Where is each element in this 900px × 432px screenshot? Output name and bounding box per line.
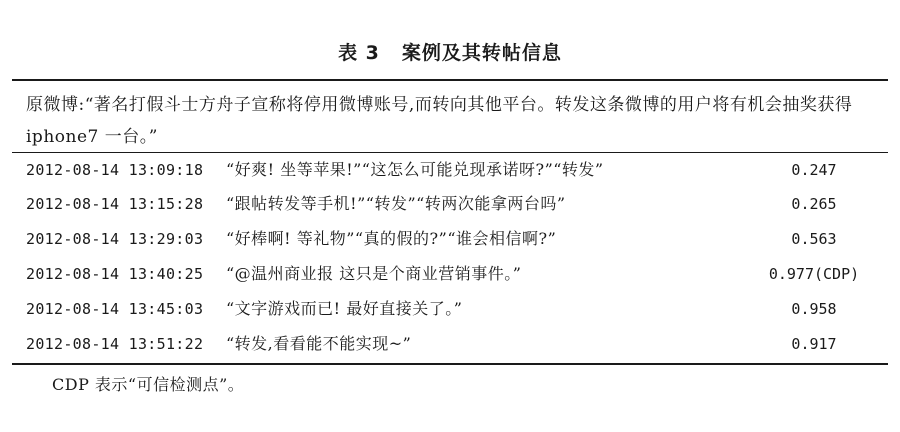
credibility-score: 0.265 [791,195,837,213]
credibility-score: 0.917 [791,335,837,353]
table-note: CDP 表示“可信检测点”。 [52,375,245,394]
table-title: 案例及其转帖信息 [401,42,562,64]
repost-content: “@温州商业报 这只是个商业营销事件。” [226,264,522,283]
table-row [0,222,900,256]
table-row [0,292,900,326]
post-time: 2012-08-14 13:09:18 [26,161,204,179]
repost-content: “文字游戏而已! 最好直接关了。” [226,299,463,318]
table-row [0,187,900,221]
table-row [0,327,900,361]
credibility-score: 0.563 [791,230,837,248]
bottom-rule [12,363,888,365]
repost-content: “好棒啊! 等礼物”“真的假的?”“谁会相信啊?” [226,229,557,248]
post-time: 2012-08-14 13:15:28 [26,195,204,213]
post-time: 2012-08-14 13:51:22 [26,335,204,353]
credibility-score: 0.247 [791,161,837,179]
table-row [0,257,900,291]
top-rule [12,79,888,81]
repost-content: “跟帖转发等手机!”“转发”“转两次能拿两台吗” [226,194,566,213]
credibility-score: 0.958 [791,300,837,318]
original-post: 原微博:“著名打假斗士方舟子宣称将停用微博账号,而转向其他平台。转发这条微博的用户将有机会抽奖获得 iphone7 一台。” [26,95,853,147]
table-number: 表 3 [338,42,380,64]
repost-content: “转发,看看能不能实现~” [226,334,412,353]
table-caption [0,38,900,65]
post-time: 2012-08-14 13:40:25 [26,265,204,283]
repost-content: “好爽! 坐等苹果!”“这怎么可能兑现承诺呀?”“转发” [226,160,604,179]
post-time: 2012-08-14 13:45:03 [26,300,204,318]
credibility-score: 0.977(CDP) [768,265,860,283]
table-row [0,153,900,187]
post-time: 2012-08-14 13:29:03 [26,230,204,248]
